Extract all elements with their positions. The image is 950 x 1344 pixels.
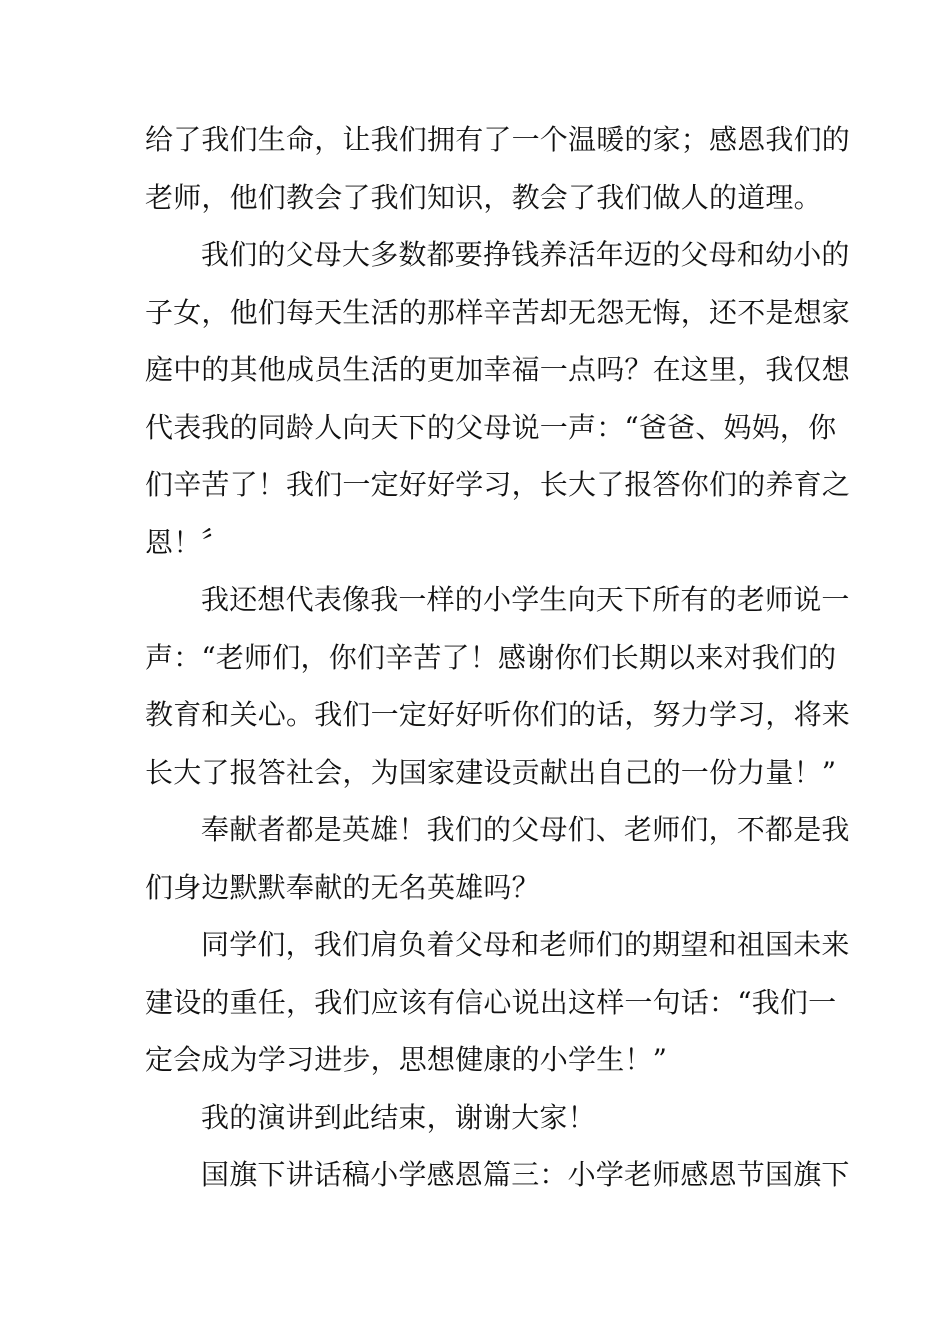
document-body [145, 111, 851, 1204]
text-line: 同学们，我们肩负着父母和老师们的期望和祖国未来 [201, 928, 850, 961]
text-line: 恩！〞 [145, 525, 230, 559]
text-line: 庭中的其他成员生活的更加幸福一点吗？在这里，我仅想 [145, 353, 851, 386]
text-line: 建设的重任，我们应该有信心说出这样一句话：“我们一 [145, 985, 837, 1019]
text-line: 老师，他们教会了我们知识，教会了我们做人的道理。 [145, 180, 822, 214]
text-line: 我的演讲到此结束，谢谢大家！ [201, 1100, 596, 1134]
text-line: 代表我的同龄人向天下的父母说一声：“爸爸、妈妈，你 [145, 410, 837, 444]
text-line: 声：“老师们，你们辛苦了！感谢你们长期以来对我们的 [145, 640, 837, 674]
text-line: 给了我们生命，让我们拥有了一个温暖的家；感恩我们的 [145, 123, 851, 156]
text-line: 奉献者都是英雄！我们的父母们、老师们，不都是我 [201, 813, 850, 846]
text-line: 我们的父母大多数都要挣钱养活年迈的父母和幼小的 [201, 238, 850, 271]
text-line: 子女，他们每天生活的那样辛苦却无怨无悔，还不是想家 [145, 295, 851, 329]
text-line: 们身边默默奉献的无名英雄吗？ [145, 870, 540, 904]
text-line: 长大了报答社会，为国家建设贡献出自己的一份力量！” [145, 755, 837, 789]
text-line: 国旗下讲话稿小学感恩篇三：小学老师感恩节国旗下 [201, 1158, 850, 1191]
text-line: 教育和关心。我们一定好好听你们的话，努力学习，将来 [145, 698, 851, 731]
text-line: 定会成为学习进步，思想健康的小学生！” [145, 1043, 668, 1076]
text-line: 我还想代表像我一样的小学生向天下所有的老师说一 [201, 583, 850, 616]
text-line: 们辛苦了！我们一定好好学习，长大了报答你们的养育之 [145, 468, 851, 501]
